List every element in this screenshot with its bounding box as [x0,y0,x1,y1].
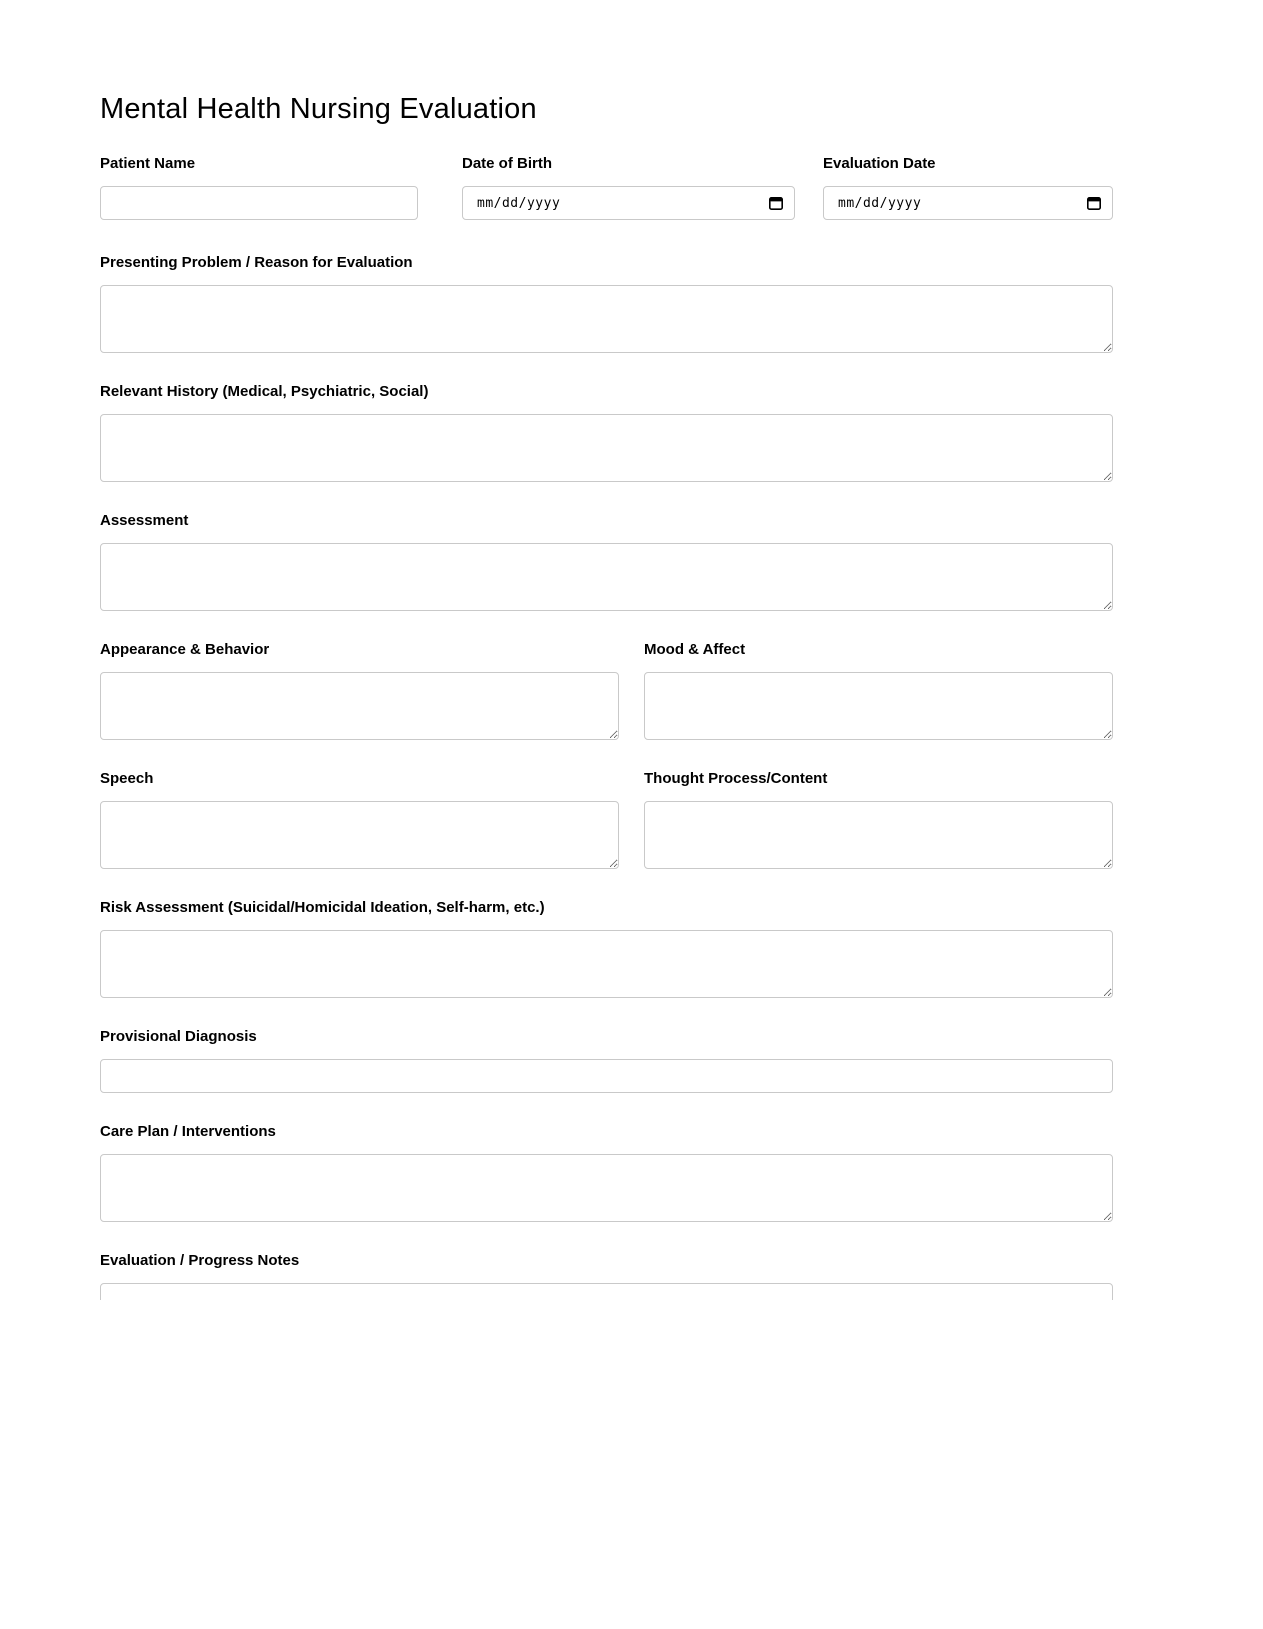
calendar-icon[interactable] [768,195,784,211]
calendar-icon[interactable] [1086,195,1102,211]
thought-process-group [644,771,1113,869]
thought-process-label: Thought Process/Content [644,770,828,787]
risk-assessment-label: Risk Assessment (Suicidal/Homicidal Ideation, Self-harm, etc.) [100,899,545,916]
appearance-behavior-group [100,642,619,740]
patient-name-input[interactable] [100,186,418,220]
date-of-birth-input[interactable] [462,186,795,220]
thought-process-textarea[interactable] [644,801,1113,869]
mood-affect-textarea[interactable] [644,672,1113,740]
mood-affect-group [644,642,1113,740]
evaluation-notes-group [100,1253,1113,1300]
date-of-birth-placeholder: mm/dd/yyyy [477,195,561,211]
relevant-history-group [100,384,1113,482]
care-plan-label: Care Plan / Interventions [100,1123,276,1140]
risk-assessment-group [100,900,1113,998]
care-plan-group [100,1124,1113,1222]
page-title: Mental Health Nursing Evaluation [100,93,537,125]
care-plan-textarea[interactable] [100,1154,1113,1222]
assessment-group [100,513,1113,611]
provisional-diagnosis-input[interactable] [100,1059,1113,1093]
date-of-birth-label: Date of Birth [462,155,552,172]
appearance-behavior-textarea[interactable] [100,672,619,740]
speech-textarea[interactable] [100,801,619,869]
evaluation-notes-textarea[interactable] [100,1283,1113,1300]
assessment-textarea[interactable] [100,543,1113,611]
appearance-mood-row [100,642,1113,740]
relevant-history-label: Relevant History (Medical, Psychiatric, Social) [100,383,429,400]
patient-name-label: Patient Name [100,155,196,172]
presenting-problem-group [100,255,1113,353]
evaluation-notes-label: Evaluation / Progress Notes [100,1252,300,1269]
appearance-behavior-label: Appearance & Behavior [100,641,270,658]
presenting-problem-textarea[interactable] [100,285,1113,353]
speech-label: Speech [100,770,154,787]
relevant-history-textarea[interactable] [100,414,1113,482]
provisional-diagnosis-group [100,1029,1113,1093]
speech-thought-row [100,771,1113,869]
provisional-diagnosis-label: Provisional Diagnosis [100,1028,257,1045]
date-of-birth-group [462,156,795,220]
evaluation-date-label: Evaluation Date [823,155,936,172]
assessment-label: Assessment [100,512,189,529]
risk-assessment-textarea[interactable] [100,930,1113,998]
identity-row [100,156,1113,220]
evaluation-date-placeholder: mm/dd/yyyy [838,195,922,211]
evaluation-date-input[interactable] [823,186,1113,220]
evaluation-date-group [823,156,1113,220]
speech-group [100,771,619,869]
mood-affect-label: Mood & Affect [644,641,746,658]
patient-name-group [100,156,418,220]
presenting-problem-label: Presenting Problem / Reason for Evaluation [100,254,413,271]
